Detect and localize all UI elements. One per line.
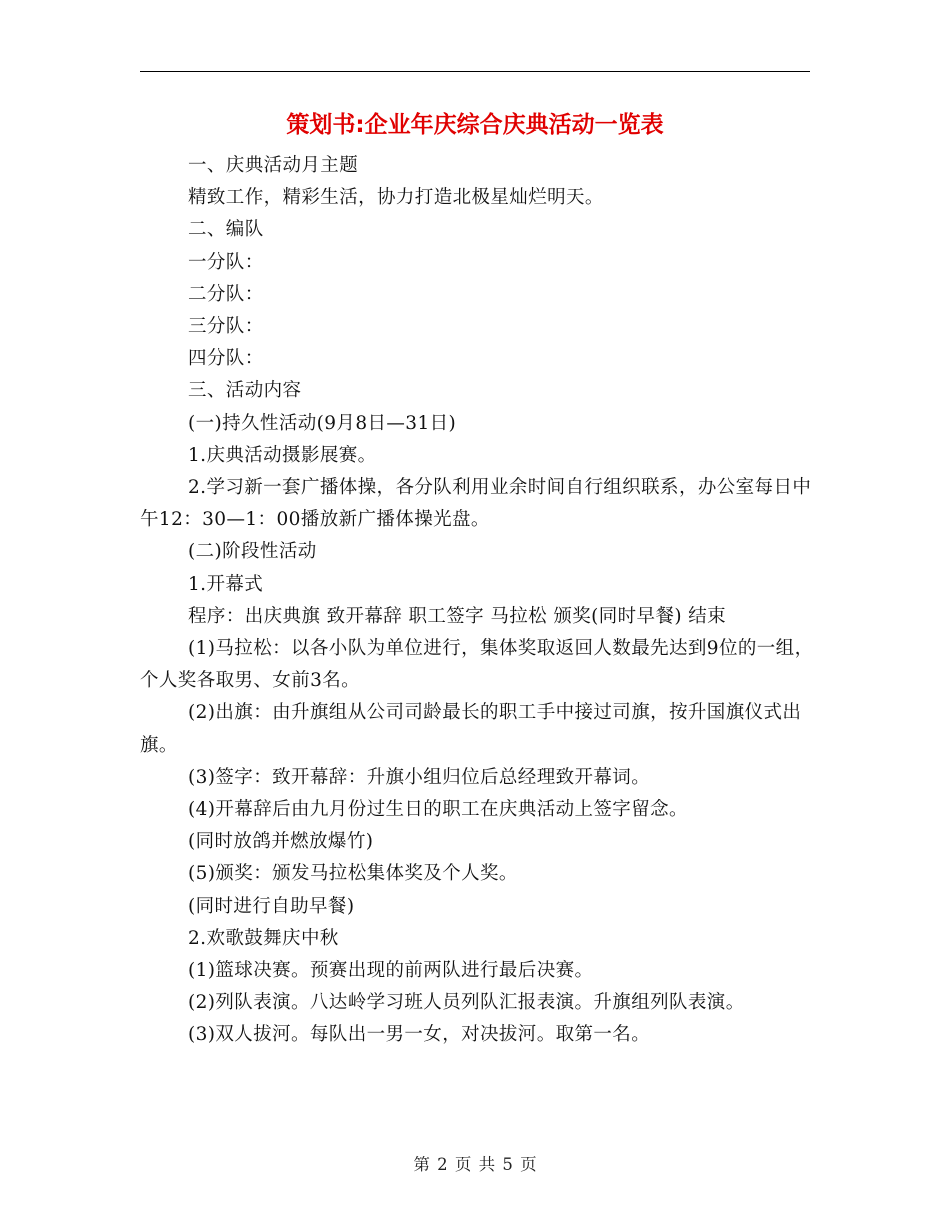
subsection-heading: (一)持久性活动(9月8日—31日) xyxy=(188,412,457,434)
section-heading-content: 三、活动内容 xyxy=(188,380,302,402)
list-item: (3)签字：致开幕辞：升旗小组归位后总经理致开幕词。 xyxy=(188,766,651,788)
paragraph: (同时进行自助早餐) xyxy=(188,895,355,917)
list-item: 1.庆典活动摄影展赛。 xyxy=(188,444,377,466)
section-heading-teams: 二、编队 xyxy=(188,219,264,241)
list-item: (4)开幕辞后由九月份过生日的职工在庆典活动上签字留念。 xyxy=(188,799,688,821)
list-item: (2)列队表演。八达岭学习班人员列队汇报表演。升旗组列队表演。 xyxy=(188,992,745,1014)
document-body xyxy=(140,150,820,1052)
subsection-heading: (二)阶段性活动 xyxy=(188,541,317,563)
list-item: 2.学习新一套广播体操，各分队利用业余时间自行组织联系，办公室每日中午12：30—1：00播放新广播体操光盘。 xyxy=(140,477,812,531)
page-number-footer: 第 2 页 共 5 页 xyxy=(413,1155,537,1174)
paragraph: (同时放鸽并燃放爆竹) xyxy=(188,831,374,853)
list-item: (5)颁奖：颁发马拉松集体奖及个人奖。 xyxy=(188,863,518,885)
list-item: 2.欢歌鼓舞庆中秋 xyxy=(188,927,339,949)
header-rule xyxy=(140,71,810,72)
team-item: 一分队： xyxy=(188,251,264,273)
paragraph: 程序：出庆典旗 致开幕辞 职工签字 马拉松 颁奖(同时早餐) 结束 xyxy=(188,605,727,627)
section-heading-theme: 一、庆典活动月主题 xyxy=(188,155,359,176)
list-item: (3)双人拔河。每队出一男一女，对决拔河。取第一名。 xyxy=(188,1024,651,1046)
list-item: (2)出旗：由升旗组从公司司龄最长的职工手中接过司旗，按升国旗仪式出旗。 xyxy=(140,702,802,756)
team-item: 二分队： xyxy=(188,283,264,305)
paragraph: 精致工作，精彩生活，协力打造北极星灿烂明天。 xyxy=(188,187,604,209)
team-item: 三分队： xyxy=(188,316,264,338)
document-title: 策划书:企业年庆综合庆典活动一览表 xyxy=(286,112,664,138)
list-item: (1)马拉松：以各小队为单位进行，集体奖取返回人数最先达到9位的一组，个人奖各取男、女前3名。 xyxy=(140,638,814,692)
list-item: 1.开幕式 xyxy=(188,573,264,595)
team-item: 四分队： xyxy=(188,348,264,370)
list-item: (1)篮球决赛。预赛出现的前两队进行最后决赛。 xyxy=(188,960,594,982)
